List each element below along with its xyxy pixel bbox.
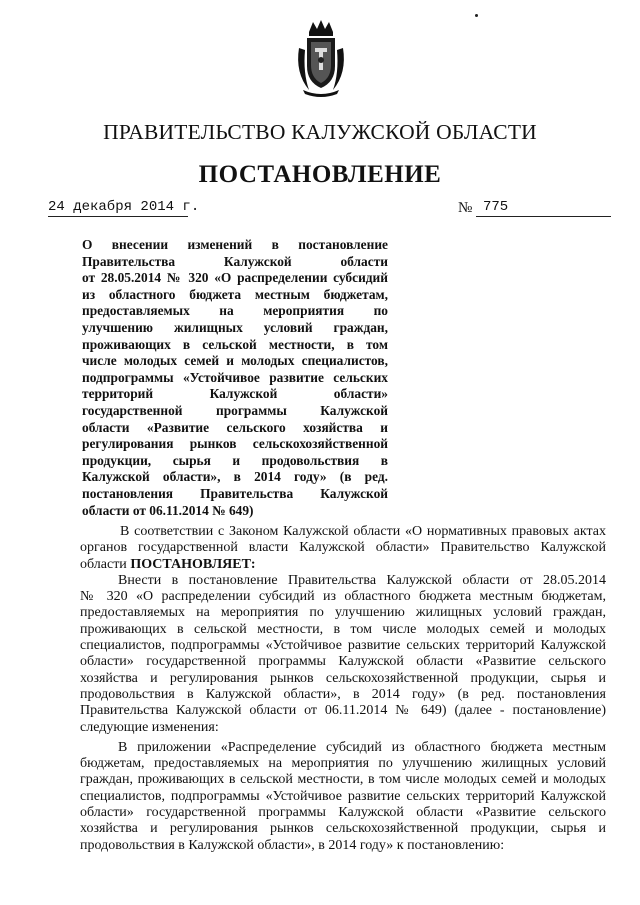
coat-of-arms-emblem bbox=[291, 18, 351, 98]
paragraph-line: следующие изменения: bbox=[80, 719, 219, 735]
paragraph-line: В соответствии с Законом Калужской области «О нормативных правовых актах bbox=[120, 524, 606, 539]
paragraph-line: Правительства Калужской области от 06.11.2014 № 649) (далее - постановление) bbox=[80, 703, 606, 719]
title-line: от 28.05.2014 № 320 «О распределении субсидий bbox=[82, 270, 388, 286]
title-line: О внесении изменений в постановление bbox=[82, 237, 388, 252]
paragraph-line: хозяйства и регулирования рынков сельскохозяйственной продукции, сырья и bbox=[80, 821, 606, 837]
decree-resolves-word: ПОСТАНОВЛЯЕТ: bbox=[130, 556, 256, 572]
paragraph-line: граждан, проживающих в сельской местности, в том числе молодых семей и молодых bbox=[80, 772, 606, 788]
title-line: государственной программы Калужской bbox=[82, 402, 388, 418]
paragraph-line: продовольствия в Калужской области», в 2014 году» к постановлению: bbox=[80, 837, 505, 853]
title-line: из областного бюджета местным бюджетам, bbox=[82, 286, 388, 302]
paragraph-line: области» государственной программы Калужской области «Развитие сельского bbox=[80, 654, 606, 670]
document-type-heading: ПОСТАНОВЛЕНИЕ bbox=[198, 161, 442, 188]
decree-number: 775 bbox=[483, 199, 509, 215]
title-line: числе молодых семей и молодых специалистов, bbox=[82, 353, 388, 369]
title-line: Правительства Калужской области bbox=[82, 253, 388, 269]
paragraph-line: Внести в постановление Правительства Калужской области от 28.05.2014 bbox=[118, 572, 606, 588]
title-line: продукции, сырья и продовольствия в bbox=[82, 452, 388, 468]
speck-mark bbox=[475, 14, 478, 17]
title-line: постановления Правительства Калужской bbox=[82, 485, 388, 501]
paragraph-line: № 320 «О распределении субсидий из областного бюджета местным бюджетам, bbox=[80, 589, 606, 605]
paragraph-line: продовольствия в Калужской области», в 2014 году» (в ред. постановления bbox=[80, 686, 606, 702]
government-heading: ПРАВИТЕЛЬСТВО КАЛУЖСКОЙ ОБЛАСТИ bbox=[103, 120, 537, 144]
title-line: предоставляемых на мероприятия по bbox=[82, 303, 388, 319]
paragraph-line bbox=[80, 557, 606, 573]
title-line: регулирования рынков сельскохозяйственной bbox=[82, 436, 388, 452]
paragraph-line: В приложении «Распределение субсидий из областного бюджета местным bbox=[118, 739, 606, 755]
title-line: улучшению жилищных условий граждан, bbox=[82, 319, 388, 335]
paragraph-line: специалистов, подпрограммы «Устойчивое развитие сельских территорий Калужской bbox=[80, 638, 606, 654]
paragraph-line: предоставляемых на мероприятия по улучшению жилищных условий граждан, bbox=[80, 605, 606, 621]
decree-title bbox=[82, 237, 388, 519]
decree-body bbox=[80, 524, 606, 854]
paragraph-line: бюджетам, предоставляемых на мероприятия по улучшению жилищных условий bbox=[80, 756, 606, 772]
title-line: Калужской области», в 2014 году» (в ред. bbox=[82, 469, 388, 485]
title-line: области «Развитие сельского хозяйства и bbox=[82, 419, 388, 435]
paragraph-line: области» государственной программы Калужской области «Развитие сельского bbox=[80, 805, 606, 821]
date-underline bbox=[48, 216, 188, 217]
number-underline bbox=[476, 216, 611, 217]
decree-date: 24 декабря 2014 г. bbox=[48, 199, 200, 215]
title-line: области от 06.11.2014 № 649) bbox=[82, 502, 254, 518]
number-label: № bbox=[458, 200, 473, 216]
title-line: подпрограммы «Устойчивое развитие сельских bbox=[82, 369, 388, 385]
paragraph-line: проживающих в сельской местности, в том числе молодых семей и молодых bbox=[80, 621, 606, 637]
title-line: территорий Калужской области» bbox=[82, 386, 388, 402]
paragraph-line: специалистов, подпрограммы «Устойчивое развитие сельских территорий Калужской bbox=[80, 788, 606, 804]
paragraph-line: хозяйства и регулирования рынков сельскохозяйственной продукции, сырья и bbox=[80, 670, 606, 686]
paragraph-line: органов государственной власти Калужской области» Правительство Калужской bbox=[80, 540, 606, 556]
paragraph-text: области bbox=[80, 556, 131, 572]
title-line: проживающих в сельской местности, в том bbox=[82, 336, 388, 352]
